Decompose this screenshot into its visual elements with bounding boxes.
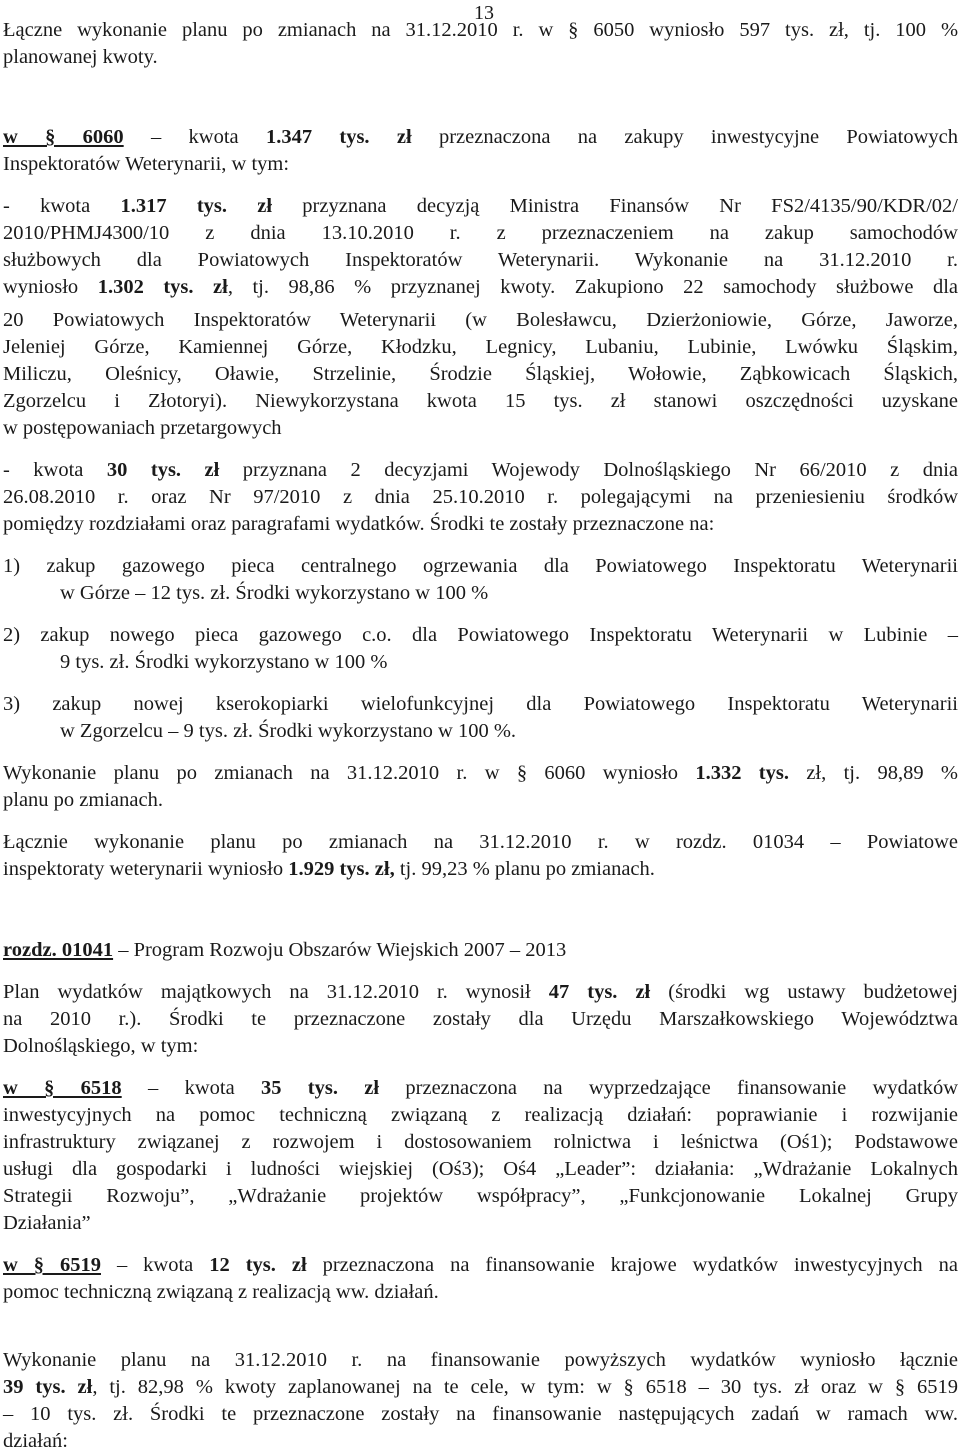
text-line: [60, 718, 958, 744]
text-span: przyznana 2 decyzjami Wojewody Dolnośląskiego Nr 66/2010 z dnia: [219, 459, 959, 481]
text-span: 20 Powiatowych Inspektoratów Weterynarii (w Bolesławcu, Dzierżoniowie, Górze, Jaworze,: [3, 309, 958, 331]
emphasized-text: w § 6518: [3, 1077, 122, 1099]
text-span: - kwota: [3, 459, 107, 481]
text-line: [3, 1075, 958, 1101]
text-span: Dolnośląskiego, w tym:: [3, 1035, 199, 1057]
text-span: - kwota: [3, 195, 121, 217]
text-line: [3, 44, 958, 70]
text-span: służbowych dla Powiatowych Inspektoratów Weterynarii. Wykonanie na 31.12.2010 r.: [3, 249, 958, 271]
text-span: w postępowaniach przetargowych: [3, 417, 282, 439]
text-line: [3, 511, 958, 537]
text-line: [3, 124, 958, 150]
text-span: zł, tj. 98,89 %: [788, 762, 958, 784]
text-span: 9 tys. zł. Środki wykorzystano w 100 %: [60, 651, 388, 673]
text-line: [3, 247, 958, 273]
emphasized-text: w § 6519: [3, 1254, 101, 1276]
text-span: – Program Rozwoju Obszarów Wiejskich 2007 – 2013: [113, 939, 567, 961]
text-line: [3, 829, 958, 855]
text-span: w Górze – 12 tys. zł. Środki wykorzystano w 100 %: [60, 582, 489, 604]
text-span: , tj. 100 %: [843, 19, 959, 41]
text-span: planu po zmianach.: [3, 789, 163, 811]
text-line: [3, 691, 958, 717]
text-span: , tj. 82,98 % kwoty zaplanowanej na te cele, w tym: w § 6518 – 30 tys. zł oraz w § 6519: [92, 1376, 958, 1398]
text-span: przyznana decyzją Ministra Finansów Nr FS2/4135/90/KDR/02/: [272, 195, 958, 217]
text-span: Miliczu, Oleśnicy, Oławie, Strzelinie, Środzie Śląskiej, Wołowie, Ząbkowicach Śląskich,: [3, 363, 958, 385]
text-line: [3, 1401, 958, 1427]
text-line: [3, 17, 958, 43]
text-line: [3, 1210, 958, 1236]
text-line: [3, 415, 958, 441]
text-span: 26.08.2010 r. oraz Nr 97/2010 z dnia 25.10.2010 r. polegającymi na przeniesieniu środków: [3, 486, 958, 508]
text-span: – kwota: [123, 126, 266, 148]
text-line: [3, 1183, 958, 1209]
emphasized-text: 1.332 tys.: [695, 762, 789, 784]
text-span: Działania”: [3, 1212, 91, 1234]
page-number: 13: [474, 2, 494, 24]
text-span: Wykonanie planu na 31.12.2010 r. na finansowanie powyższych wydatków wyniosło łącznie: [3, 1349, 958, 1371]
text-span: , tj. 98,86 % przyznanej kwoty. Zakupiono 22 samochody służbowe dla: [227, 276, 958, 298]
text-span: 2) zakup nowego pieca gazowego c.o. dla Powiatowego Inspektoratu Weterynarii w Lubinie –: [3, 624, 958, 646]
text-span: – kwota: [121, 1077, 261, 1099]
text-line: [3, 1428, 958, 1454]
emphasized-text: 1.317 tys. zł: [120, 195, 273, 217]
text-span: (środki wg ustawy budżetowej: [650, 981, 959, 1003]
emphasized-text: 1.347 tys. zł: [265, 126, 412, 148]
text-span: Zgorzelcu i Złotoryi). Niewykorzystana kwota 15 tys. zł stanowi oszczędności uzyskane: [3, 390, 958, 412]
text-span: Łącznie wykonanie planu po zmianach na 31.12.2010 r. w rozdz. 01034 – Powiatowe: [3, 831, 958, 853]
text-span: Łączne wykonanie planu po zmianach na 31.12.2010 r. w § 6050 wyniosło: [3, 19, 740, 41]
text-line: [3, 457, 958, 483]
emphasized-text: 12 tys. zł: [209, 1254, 307, 1276]
text-span: – kwota: [100, 1254, 210, 1276]
text-span: działań:: [3, 1430, 68, 1452]
text-span: 3) zakup nowej kserokopiarki wielofunkcyjnej dla Powiatowego Inspektoratu Weterynarii: [3, 693, 958, 715]
text-line: [3, 220, 958, 246]
text-line: [3, 307, 958, 333]
text-line: [3, 1033, 958, 1059]
text-span: planowanej kwoty.: [3, 46, 158, 68]
text-span: 2010/PHMJ4300/10 z dnia 13.10.2010 r. z przeznaczeniem na zakup samochodów: [3, 222, 958, 244]
text-line: [3, 274, 958, 300]
text-span: na 2010 r.). Środki te przeznaczone zostały dla Urzędu Marszałkowskiego Województwa: [3, 1008, 958, 1030]
text-line: [3, 1279, 958, 1305]
text-line: [3, 1347, 958, 1373]
text-line: [60, 649, 958, 675]
text-span: przeznaczona na finansowanie krajowe wydatków inwestycyjnych na: [306, 1254, 958, 1276]
text-line: [3, 979, 958, 1005]
text-line: [3, 388, 958, 414]
text-line: [3, 1374, 958, 1400]
text-line: [3, 787, 958, 813]
text-span: wyniosło: [3, 276, 98, 298]
text-span: przeznaczona na wyprzedzające finansowanie wydatków: [379, 1077, 958, 1099]
text-line: [3, 1156, 958, 1182]
text-line: [3, 1129, 958, 1155]
text-span: Plan wydatków majątkowych na 31.12.2010 r. wynosił: [3, 981, 549, 1003]
text-line: [3, 856, 958, 882]
emphasized-text: 1.929 tys. zł,: [288, 858, 395, 880]
emphasized-text: 35 tys. zł: [260, 1077, 380, 1099]
text-line: [3, 1102, 958, 1128]
text-span: 597 tys. zł: [739, 19, 844, 41]
text-span: przeznaczona na zakupy inwestycyjne Powiatowych: [411, 126, 958, 148]
text-span: pomiędzy rozdziałami oraz paragrafami wydatków. Środki te zostały przeznaczone na:: [3, 513, 715, 535]
text-span: w Zgorzelcu – 9 tys. zł. Środki wykorzystano w 100 %.: [60, 720, 517, 742]
text-span: 1) zakup gazowego pieca centralnego ogrzewania dla Powiatowego Inspektoratu Weterynarii: [3, 555, 958, 577]
emphasized-text: 47 tys. zł: [548, 981, 651, 1003]
text-span: infrastruktury związanej z rozwojem i dostosowaniem rolnictwa i leśnictwa (Oś1); Podstawowe: [3, 1131, 958, 1153]
emphasized-text: 39 tys. zł: [3, 1376, 93, 1398]
text-line: [3, 937, 958, 963]
emphasized-text: rozdz. 01041: [3, 939, 114, 961]
text-line: [3, 151, 958, 177]
text-span: Jeleniej Górze, Kamiennej Górze, Kłodzku, Legnicy, Lubaniu, Lubinie, Lwówku Śląskim,: [3, 336, 958, 358]
text-span: pomoc techniczną związaną z realizacją ww. działań.: [3, 1281, 439, 1303]
text-span: tj. 99,23 % planu po zmianach.: [394, 858, 655, 880]
text-line: [60, 580, 958, 606]
text-line: [3, 484, 958, 510]
emphasized-text: 30 tys. zł: [106, 459, 220, 481]
text-span: inspektoraty weterynarii wyniosło: [3, 858, 289, 880]
text-span: Wykonanie planu po zmianach na 31.12.2010 r. w § 6060 wyniosło: [3, 762, 696, 784]
text-line: [3, 760, 958, 786]
text-line: [3, 553, 958, 579]
emphasized-text: w § 6060: [3, 126, 124, 148]
text-span: – 10 tys. zł. Środki te przeznaczone zostały na finansowanie następujących zadań w ramach ww.: [3, 1403, 958, 1425]
text-span: Inspektoratów Weterynarii, w tym:: [3, 153, 290, 175]
text-span: usługi dla gospodarki i ludności wiejskiej (Oś3); Oś4 „Leader”: działania: „Wdrażanie Lokalnych: [3, 1158, 958, 1180]
text-span: inwestycyjnych na pomoc techniczną związaną z realizacją działań: poprawianie i rozwijanie: [3, 1104, 958, 1126]
text-line: [3, 193, 958, 219]
emphasized-text: 1.302 tys. zł: [97, 276, 228, 298]
text-line: [3, 361, 958, 387]
text-line: [3, 622, 958, 648]
text-line: [3, 334, 958, 360]
text-span: Strategii Rozwoju”, „Wdrażanie projektów współpracy”, „Funkcjonowanie Lokalnej Grupy: [3, 1185, 958, 1207]
text-line: [3, 1252, 958, 1278]
text-line: [3, 1006, 958, 1032]
